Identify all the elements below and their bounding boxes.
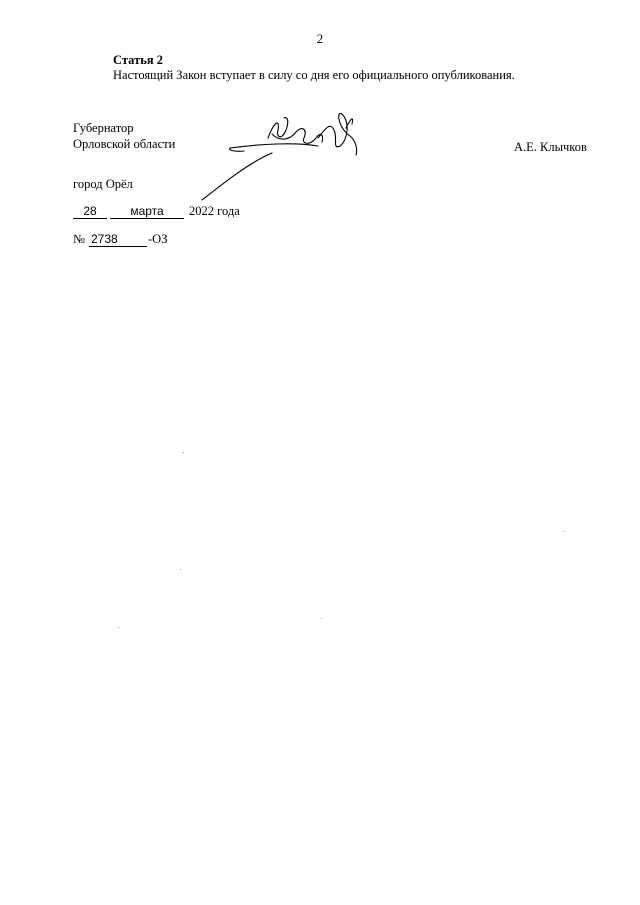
city: город Орёл	[73, 177, 133, 191]
signatory-name: А.Е. Клычков	[514, 140, 587, 154]
law-number: 2738	[89, 232, 147, 247]
date-year: 2022 года	[189, 204, 240, 218]
date-month: марта	[110, 204, 184, 219]
signatory-title-line1: Губернатор	[73, 121, 134, 135]
scan-speck	[118, 627, 119, 628]
date-day: 28	[73, 204, 107, 219]
scan-speck	[321, 618, 322, 619]
number-sign: №	[73, 232, 85, 246]
article-title: Статья 2	[113, 53, 163, 67]
handwritten-signature	[200, 108, 370, 203]
article-text: Настоящий Закон вступает в силу со дня его официального опубликования.	[113, 68, 515, 82]
page-number: 2	[316, 31, 324, 46]
scan-speck	[564, 531, 565, 532]
scan-speck	[183, 452, 184, 453]
number-suffix: -ОЗ	[148, 232, 168, 246]
signatory-title-line2: Орловской области	[73, 137, 176, 151]
scan-speck	[180, 569, 181, 570]
